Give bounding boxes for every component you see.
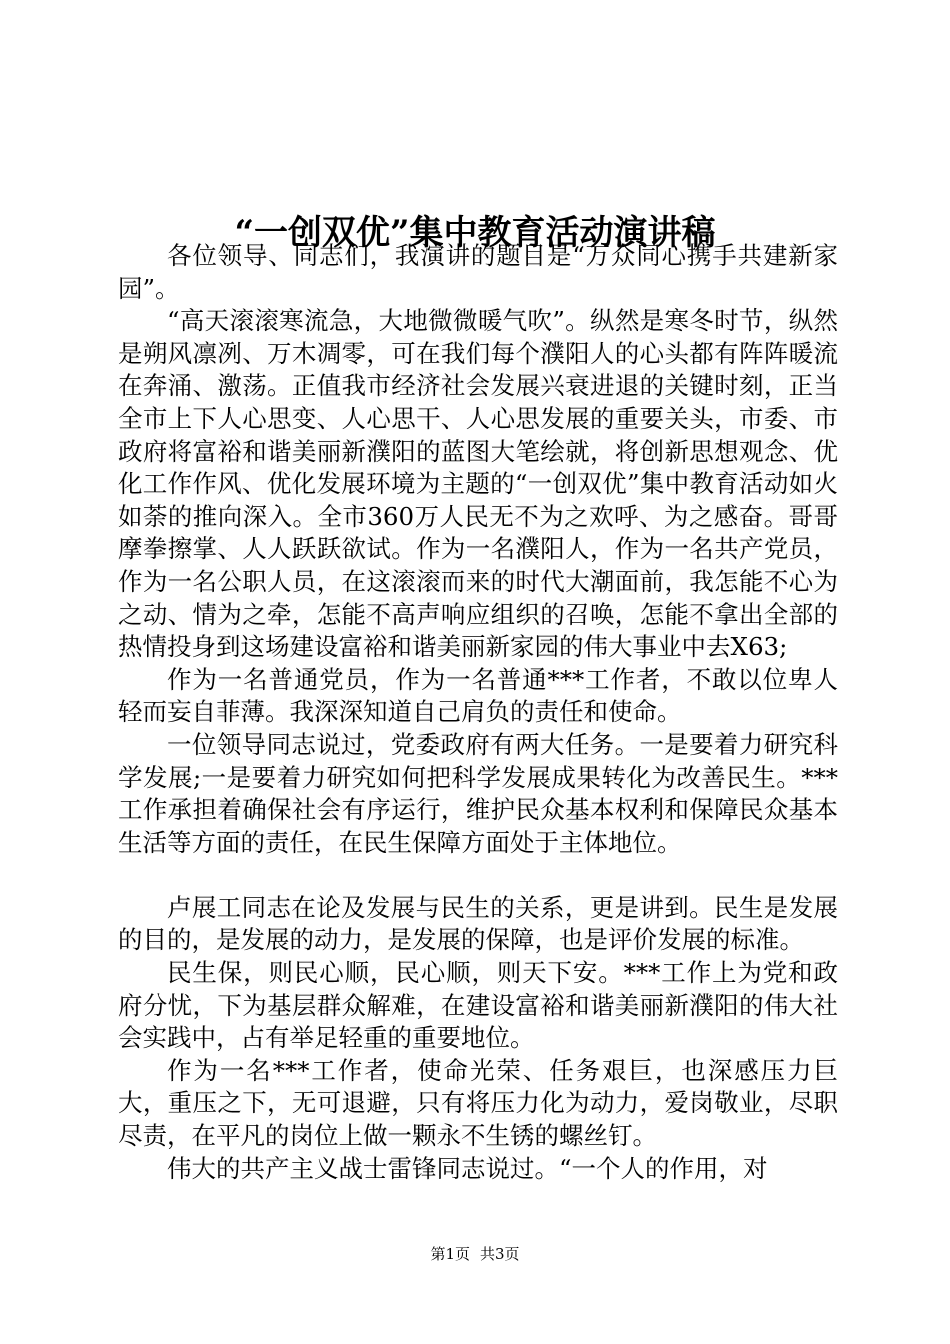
page-footer [0, 1244, 950, 1264]
paragraph: 民生保，则民心顺，民心顺，则天下安。***工作上为党和政府分忧，下为基层群众解难，在建设富裕和谐美丽新濮阳的伟大社会实践中，占有举足轻重的重要地位。 [118, 958, 838, 1053]
document-title: “一创双优”集中教育活动演讲稿 [234, 212, 716, 253]
document-body [118, 240, 838, 1185]
paragraph: 作为一名普通党员，作为一名普通***工作者，不敢以位卑人轻而妄自菲薄。我深深知道自己肩负的责任和使命。 [118, 664, 838, 727]
paragraph: 卢展工同志在论及发展与民生的关系，更是讲到。民生是发展的目的，是发展的动力，是发展的保障，也是评价发展的标准。 [118, 892, 838, 955]
paragraph: “高天滚滚寒流急，大地微微暖气吹”。纵然是寒冬时节，纵然是朔风凛冽、万木凋零，可在我们每个濮阳人的心头都有阵阵暖流在奔涌、激荡。正值我市经济社会发展兴衰进退的关键时刻，正当全市上下人心思变、人心思干、人心思发展的重要关头，市委、市政府将富裕和谐美丽新濮阳的蓝图大笔绘就，将创新思想观念、优化工作作风、优化发展环境为主题的“一创双优”集中教育活动如火如荼的推向深入。全市360万人民无不为之欢呼、为之感奋。哥哥摩拳擦掌、人人跃跃欲试。作为一名濮阳人，作为一名共产党员，作为一名公职人员，在这滚滚而来的时代大潮面前，我怎能不心为之动、情为之牵，怎能不高声响应组织的召唤，怎能不拿出全部的热情投身到这场建设富裕和谐美丽新家园的伟大事业中去X63; [118, 306, 838, 662]
paragraph: 各位领导、同志们，我演讲的题目是“万众同心携手共建新家园”。 [118, 241, 838, 303]
paragraph: 一位领导同志说过，党委政府有两大任务。一是要着力研究科学发展;一是要着力研究如何把科学发展成果转化为改善民生。***工作承担着确保社会有序运行，维护民众基本权利和保障民众基本生活等方面的责任，在民生保障方面处于主体地位。 [118, 729, 838, 857]
paragraph: 伟大的共产主义战士雷锋同志说过。“一个人的作用，对 [167, 1153, 768, 1183]
page-total: 共3页 [480, 1245, 520, 1263]
paragraph: 作为一名***工作者，使命光荣、任务艰巨，也深感压力巨大，重压之下，无可退避，只有将压力化为动力，爱岗敬业，尽职尽责，在平凡的岗位上做一颗永不生锈的螺丝钉。 [118, 1055, 838, 1151]
page-number: 第1页 [430, 1245, 470, 1263]
